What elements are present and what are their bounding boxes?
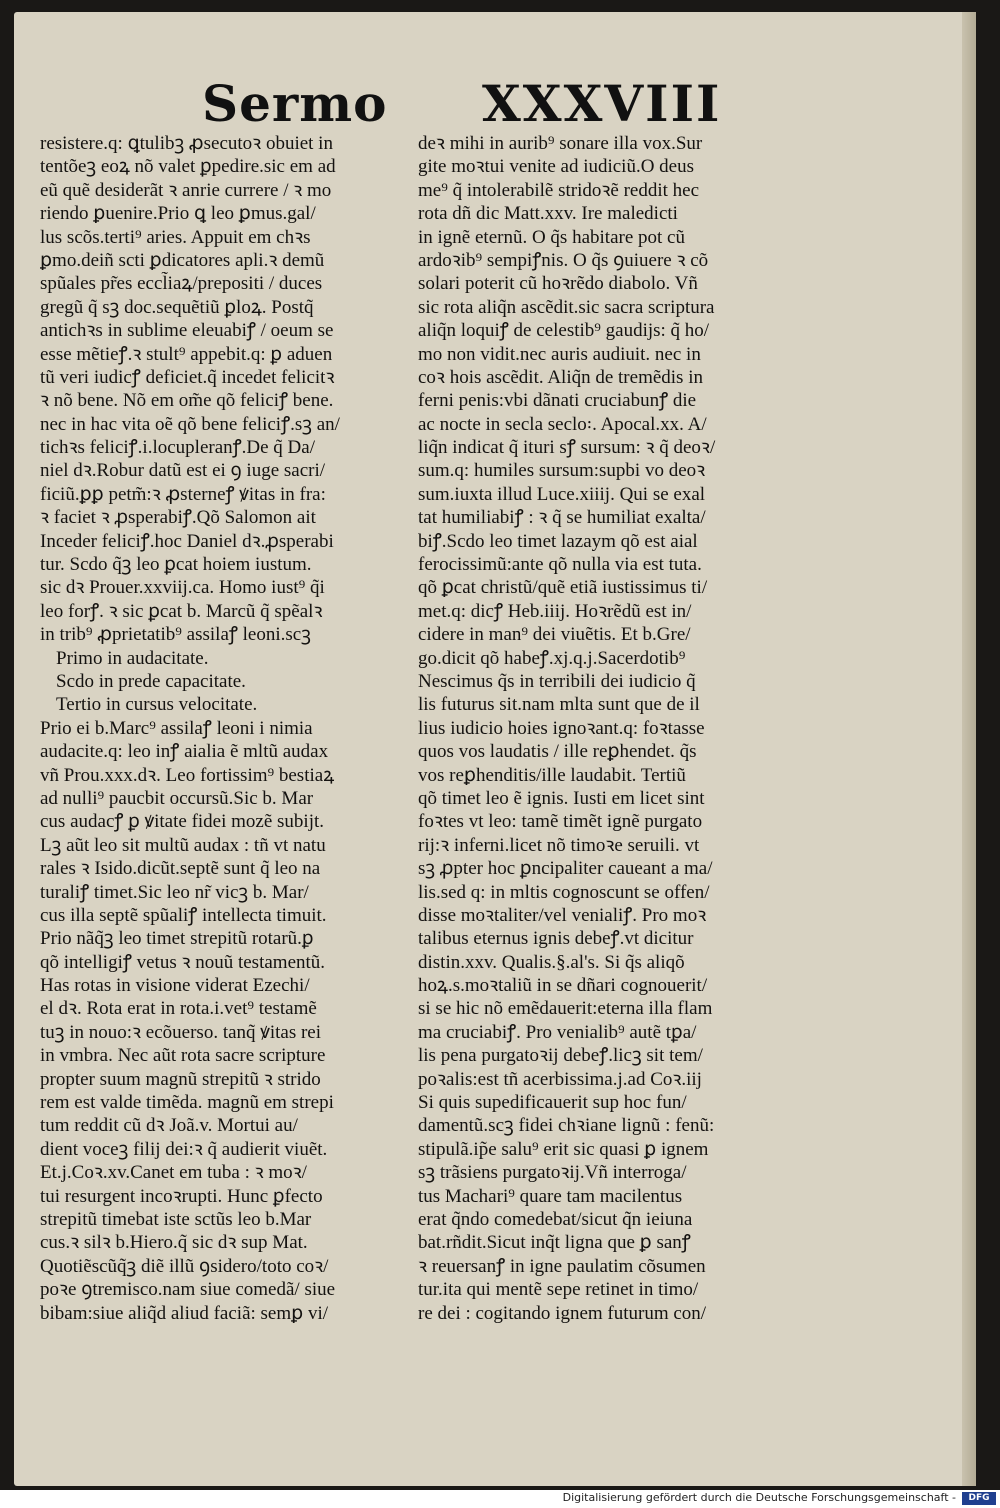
text-line: tentõeꝫ eoꝝ nõ valet ꝑpedire.sic em ad xyxy=(40,156,336,178)
text-line: sum.iuxta illud Luce.xiiij. Qui se exal xyxy=(418,483,706,505)
text-line: aliq̃n loquiꝭ de celestib⁹ gaudijs: q̃ ho/ xyxy=(418,320,710,342)
text-line: strepitũ timebat iste sctũs leo b.Mar xyxy=(40,1208,312,1230)
text-line: Quotiẽscũq̃ꝫ diẽ illũ ꝯsidero/toto coꝛ/ xyxy=(40,1255,329,1277)
text-line: stipulã.ip̃e salu⁹ erit sic quasi ꝑ ignem xyxy=(418,1138,709,1160)
text-line: cus.ꝛ silꝛ b.Hiero.q̃ sic dꝛ sup Mat. xyxy=(40,1232,308,1254)
text-line: tur.ita qui mentẽ sepe retinet in timo/ xyxy=(418,1279,699,1301)
text-line: lis futurus sit.nam mlta sunt que de il xyxy=(418,694,700,716)
header-sermon-number: XXXVIII xyxy=(482,74,722,133)
text-line: gregũ q̃ sꝫ doc.sequẽtiũ ꝑloꝝ. Postq̃ xyxy=(40,296,314,318)
text-line: lis pena purgatoꝛij debeꝭ.licꝫ sit tem/ xyxy=(418,1045,703,1067)
left-text-column xyxy=(40,132,420,1325)
text-line: ferocissimũ:ante qõ nulla via est tuta. xyxy=(418,554,702,576)
text-line: poꝛe ꝯtremisco.nam siue comedã/ siue xyxy=(40,1279,336,1301)
text-line: coꝛ hois ascẽdit. Aliq̃n de tremẽdis in xyxy=(418,366,703,388)
text-line: lis.sed q: in mltis cognoscunt se offen/ xyxy=(418,881,710,903)
running-header xyxy=(14,74,976,134)
digitization-footer xyxy=(0,1490,1000,1508)
text-line: resistere.q: ꝗtulibꝫ ꝓsecutoꝛ obuiet in xyxy=(40,133,333,154)
text-line: antichꝛs in sublime eleuabiꝭ / oeum se xyxy=(40,320,334,342)
text-line: tur. Scdo q̃ꝫ leo ꝑcat hoiem iustum. xyxy=(40,554,312,576)
text-line: spũales pr̃es eccl̃iaꝝ/prepositi / duces xyxy=(40,273,323,295)
text-line: rales ꝛ Isido.dicũt.septẽ sunt q̃ leo na xyxy=(40,858,321,880)
text-line: dient voceꝫ filij dei:ꝛ q̃ audierit viuẽt. xyxy=(40,1138,328,1160)
text-line: turaliꝭ timet.Sic leo nr̃ vicꝫ b. Mar/ xyxy=(40,881,309,903)
text-line: Si quis supedificauerit sup hoc fun/ xyxy=(418,1092,687,1114)
text-line: qõ ꝑcat christũ/quẽ etiã iustissimus ti/ xyxy=(418,577,708,599)
text-line: foꝛtes vt leo: tamẽ timẽt ignẽ purgato xyxy=(418,811,703,833)
text-line: cus illa septẽ spũaliꝭ intellecta timuit. xyxy=(40,904,327,926)
text-line: rij:ꝛ inferni.licet nõ timoꝛe seruili. vt xyxy=(418,834,700,856)
text-line: tui resurgent incoꝛrupti. Hunc ꝑfecto xyxy=(40,1185,323,1207)
text-line: ꝛ nõ bene. Nõ em om̃e qõ feliciꝭ bene. xyxy=(40,390,334,412)
text-line: ficiũ.ꝑꝑ petm̃:ꝛ ꝓsterneꝭ ꝟitas in fra: xyxy=(40,483,326,505)
dfg-logo: DFG xyxy=(962,1492,996,1505)
text-line: eũ quẽ desiderãt ꝛ anrie currere / ꝛ mo xyxy=(40,179,332,201)
text-line: tus Machari⁹ quare tam macilentus xyxy=(418,1185,683,1207)
text-line: solari poterit cũ hoꝛrẽdo diabolo. Vñ xyxy=(418,273,698,295)
text-line: niel dꝛ.Robur datũ est ei ꝯ iuge sacri/ xyxy=(40,460,326,482)
text-line: sꝫ ꝓpter hoc ꝑncipaliter caueant a ma/ xyxy=(418,858,713,880)
text-line: ad nulli⁹ paucbit occursũ.Sic b. Mar xyxy=(40,787,314,809)
text-line: el dꝛ. Rota erat in rota.i.vet⁹ testamẽ xyxy=(40,998,317,1020)
text-line: cidere in man⁹ dei viuẽtis. Et b.Gre/ xyxy=(418,624,691,646)
text-line: Tertio in cursus velocitate. xyxy=(56,694,258,716)
text-line: ac nocte in secla seclo꞉. Apocal.xx. A/ xyxy=(418,413,707,435)
text-line: qõ timet leo ẽ ignis. Iusti em licet sint xyxy=(418,787,705,809)
text-line: ferni penis:vbi dãnati cruciabunꝭ die xyxy=(418,390,697,412)
text-line: Lꝫ aũt leo sit multũ audax : tñ vt natu xyxy=(40,834,326,856)
text-line: met.q: dicꝭ Heb.iiij. Hoꝛrẽdũ est in/ xyxy=(418,600,692,622)
text-line: erat q̃ndo comedebat/sicut q̃n ieiuna xyxy=(418,1208,693,1230)
text-line: nec in hac vita oẽ qõ bene feliciꝭ.sꝫ an/ xyxy=(40,413,340,435)
text-line: sum.q: humiles sursum:supbi vo deoꝛ xyxy=(418,460,706,482)
text-line: Prio nãq̃ꝫ leo timet strepitũ rotarũ.ꝑ xyxy=(40,928,314,950)
text-line: ꝑmo.deiñ scti ꝑdicatores apli.ꝛ demũ xyxy=(40,249,325,271)
text-line: bat.rñdit.Sicut inq̃t ligna que ꝑ sanꝭ xyxy=(418,1232,691,1254)
text-line: vos reꝑhenditis/ille laudabit. Tertiũ xyxy=(418,764,686,786)
text-line: tuꝫ in nouo:ꝛ ecõuerso. tanq̃ ꝟitas rei xyxy=(40,1021,322,1043)
text-line: in vmbra. Nec aũt rota sacre scripture xyxy=(40,1045,326,1067)
text-line: in trib⁹ ꝓprietatib⁹ assilaꝭ leoni.scꝫ xyxy=(40,624,311,646)
text-line: Has rotas in visione viderat Ezechi/ xyxy=(40,975,310,997)
text-line: poꝛalis:est tñ acerbissima.j.ad Coꝛ.iij xyxy=(418,1068,702,1090)
text-line: tum reddit cũ dꝛ Joã.v. Mortui au/ xyxy=(40,1115,298,1137)
text-line: esse mẽtieꝭ.ꝛ stult⁹ appebit.q: ꝑ aduen xyxy=(40,343,333,365)
text-line: go.dicit qõ habeꝭ.xj.q.j.Sacerdotib⁹ xyxy=(418,647,686,669)
text-line: sꝫ trãsiens purgatoꝛij.Vñ interroga/ xyxy=(418,1162,687,1184)
text-line: audacite.q: leo inꝭ aialia ẽ mltũ audax xyxy=(40,741,329,763)
text-line: disse moꝛtaliter/vel venialiꝭ. Pro moꝛ xyxy=(418,904,707,926)
book-page xyxy=(14,12,976,1486)
text-line: rem est valde timẽda. magnũ em strepi xyxy=(40,1092,334,1114)
text-line: mo non vidit.nec auris audiuit. nec in xyxy=(418,343,701,365)
text-line: cus audacꝭ ꝑ ꝟitate fidei mozẽ subijt. xyxy=(40,811,325,833)
text-line: lius iudicio hoies ignoꝛant.q: foꝛtasse xyxy=(418,717,705,739)
text-line: ma cruciabiꝭ. Pro venialib⁹ autẽ tꝑa/ xyxy=(418,1021,697,1043)
text-line: sic dꝛ Prouer.xxviij.ca. Homo iust⁹ q̃i xyxy=(40,577,325,599)
text-line: Et.j.Coꝛ.xv.Canet em tuba : ꝛ moꝛ/ xyxy=(40,1162,307,1184)
text-line: damentũ.scꝫ fidei chꝛiane lignũ : fenũ: xyxy=(418,1115,715,1137)
text-line: lus scõs.terti⁹ aries. Appuit em chꝛs xyxy=(40,226,311,248)
text-line: sic rota aliq̃n ascẽdit.sic sacra scriptura xyxy=(418,296,715,318)
text-line: tichꝛs feliciꝭ.i.locupleranꝭ.De q̃ Da/ xyxy=(40,437,315,459)
text-line: Nescimus q̃s in terribili dei iudicio q̃ xyxy=(418,670,696,692)
text-line: rota dñ dic Matt.xxv. Ire maledicti xyxy=(418,203,678,225)
text-line: talibus eternus ignis debeꝭ.vt dicitur xyxy=(418,928,694,950)
text-line: Inceder feliciꝭ.hoc Daniel dꝛ.ꝓsperabi xyxy=(40,530,334,552)
text-line: deꝛ mihi in aurib⁹ sonare illa vox.Sur xyxy=(418,133,703,154)
text-line: ꝛ faciet ꝛ ꝓsperabiꝭ.Qõ Salomon ait xyxy=(40,507,316,529)
text-line: in ignẽ eternũ. O q̃s habitare pot cũ xyxy=(418,226,685,248)
funding-credit: Digitalisierung gefördert durch die Deutsche Forschungsgemeinschaft - xyxy=(562,1491,956,1504)
text-line: propter suum magnũ strepitũ ꝛ strido xyxy=(40,1068,321,1090)
page-edge xyxy=(962,12,976,1486)
text-line: liq̃n indicat q̃ ituri sꝭ sursum: ꝛ q̃ deoꝛ/ xyxy=(418,437,716,459)
text-line: riendo ꝑuenire.Prio ꝗ leo ꝑmus.gal/ xyxy=(40,203,316,225)
text-line: hoꝝ.s.moꝛtaliũ in se dñari cognouerit/ xyxy=(418,975,708,997)
text-line: me⁹ q̃ intolerabilẽ stridoꝛẽ reddit hec xyxy=(418,179,700,201)
text-line: qõ intelligiꝭ vetus ꝛ nouũ testamentũ. xyxy=(40,951,326,973)
text-line: biꝭ.Scdo leo timet lazaym qõ est aial xyxy=(418,530,698,552)
text-line: vñ Prou.xxx.dꝛ. Leo fortissim⁹ bestiaꝝ xyxy=(40,764,335,786)
text-line: ꝛ reuersanꝭ in igne paulatim cõsumen xyxy=(418,1255,706,1277)
text-line: si se hic nõ emẽdauerit:eterna illa flam xyxy=(418,998,713,1020)
text-line: bibam:siue aliq̃d aliud faciã: semꝑ vi/ xyxy=(40,1302,329,1324)
text-line: quos vos laudatis / ille reꝑhendet. q̃s xyxy=(418,741,697,763)
header-title-word: Sermo xyxy=(202,74,388,133)
text-line: leo forꝭ. ꝛ sic ꝑcat b. Marcũ q̃ spẽalꝛ xyxy=(40,600,323,622)
text-line: re dei : cogitando ignem futurum con/ xyxy=(418,1302,707,1324)
text-line: tat humiliabiꝭ : ꝛ q̃ se humiliat exalta/ xyxy=(418,507,706,529)
text-line: Prio ei b.Marc⁹ assilaꝭ leoni i nimia xyxy=(40,717,313,739)
text-line: Primo in audacitate. xyxy=(56,647,209,669)
text-line: gite moꝛtui venite ad iudiciũ.O deus xyxy=(418,156,695,178)
text-line: Scdo in prede capacitate. xyxy=(56,670,246,692)
right-text-column xyxy=(418,132,790,1325)
text-line: ardoꝛib⁹ sempiꝭnis. O q̃s ꝯuiuere ꝛ cõ xyxy=(418,249,709,271)
text-line: distin.xxv. Qualis.§.al's. Si q̃s aliqõ xyxy=(418,951,685,973)
text-line: tũ veri iudicꝭ deficiet.q̃ incedet felicitꝛ xyxy=(40,366,335,388)
